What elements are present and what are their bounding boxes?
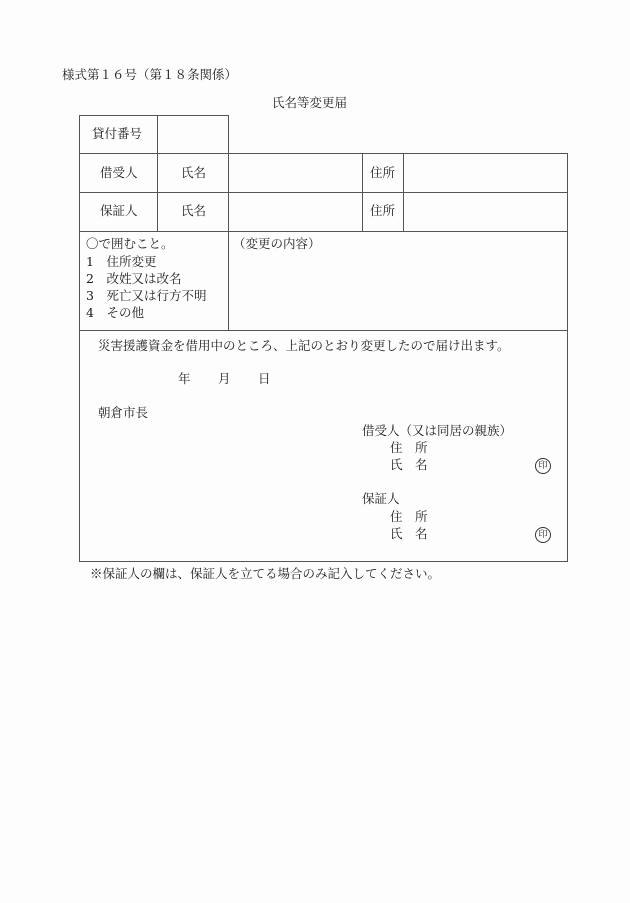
loan-number-label: 貸付番号 — [92, 126, 143, 141]
date-year: 年 — [178, 371, 191, 386]
options-instruction: 〇で囲むこと。 — [86, 236, 174, 251]
borrower-address-label: 住所 — [370, 165, 396, 180]
footnote: ※保証人の欄は、保証人を立てる場合のみ記入してください。 — [90, 566, 441, 581]
borrower-heading: 借受人（又は同居の親族） — [362, 423, 513, 438]
change-content-label: （変更の内容） — [233, 236, 321, 251]
guarantor-label: 保証人 — [100, 203, 138, 218]
guarantor-name: 氏 名 — [390, 526, 428, 541]
addressee: 朝倉市長 — [98, 405, 149, 420]
borrower-name-label: 氏名 — [181, 165, 207, 180]
guarantor-name-label: 氏名 — [181, 203, 207, 218]
form-number: 様式第１６号（第１８条関係） — [62, 67, 238, 82]
option-item: 2 改姓又は改名 — [86, 271, 182, 286]
statement-text: 災害援護資金を借用中のところ、上記のとおり変更したので届け出ます。 — [98, 338, 510, 353]
guarantor-address: 住 所 — [390, 509, 428, 524]
borrower-label: 借受人 — [100, 165, 138, 180]
guarantor-heading: 保証人 — [362, 491, 400, 506]
option-item: 1 住所変更 — [86, 254, 157, 269]
date-month: 月 — [218, 371, 231, 386]
guarantor-address-label: 住所 — [370, 203, 396, 218]
date-day: 日 — [258, 371, 271, 386]
borrower-name: 氏 名 — [390, 457, 428, 472]
seal-icon: 印 — [535, 458, 551, 474]
option-item: 4 その他 — [86, 305, 144, 320]
page-title: 氏名等変更届 — [272, 95, 348, 110]
option-item: 3 死亡又は行方不明 — [86, 288, 207, 303]
seal-icon: 印 — [535, 527, 551, 543]
borrower-address: 住 所 — [390, 440, 428, 455]
